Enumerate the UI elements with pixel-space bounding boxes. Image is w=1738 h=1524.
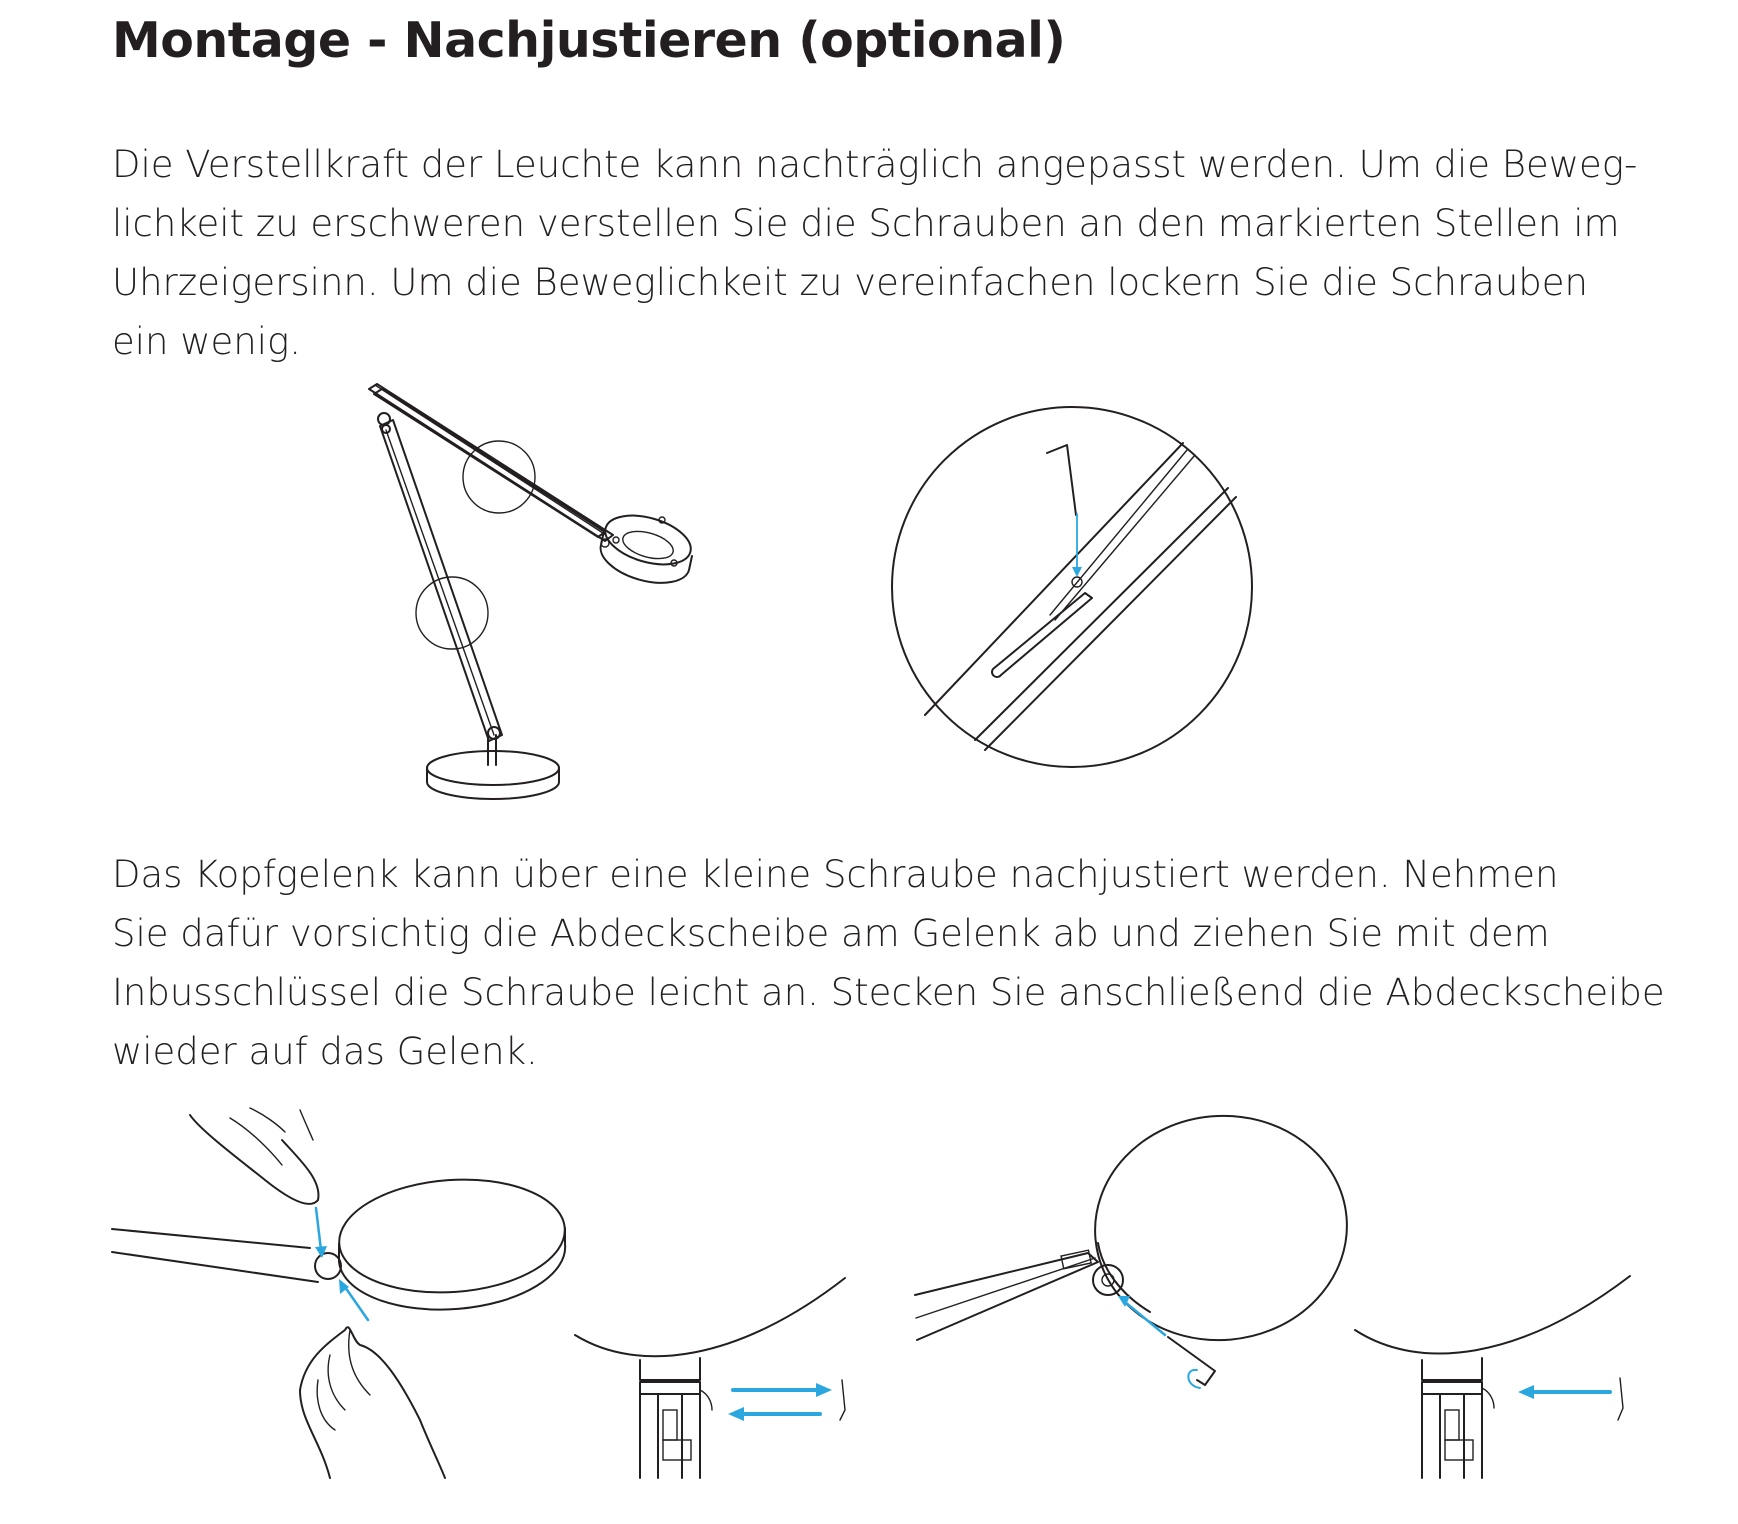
paragraph-line: Die Verstellkraft der Leuchte kann nachträglich angepasst werden. Um die Beweg- (112, 143, 1638, 186)
joint-side-view-2 (1355, 1276, 1630, 1478)
paragraph-line: Sie dafür vorsichtig die Abdeckscheibe am Gelenk ab und ziehen Sie mit dem (112, 912, 1550, 955)
paragraph-line: Inbusschlüssel die Schraube leicht an. Stecken Sie anschließend die Abdeckscheibe (112, 971, 1665, 1014)
joint-detail-illustration (892, 407, 1252, 767)
cover-removal-illustration (112, 1108, 569, 1478)
allen-key-illustration (915, 1105, 1356, 1388)
paragraph-line: ein wenig. (112, 320, 301, 363)
paragraph-line: Das Kopfgelenk kann über eine kleine Schraube nachjustiert werden. Nehmen (112, 853, 1559, 896)
joint-side-view-1 (575, 1278, 845, 1478)
paragraph-line: wieder auf das Gelenk. (112, 1030, 538, 1073)
paragraph-line: lichkeit zu erschweren verstellen Sie die Schrauben an den markierten Stellen im (112, 202, 1620, 245)
paragraph-line: Uhrzeigersinn. Um die Beweglichkeit zu vereinfachen lockern Sie die Schrauben (112, 261, 1588, 304)
page-title: Montage - Nachjustieren (optional) (112, 12, 1066, 69)
desk-lamp-illustration (369, 384, 696, 799)
